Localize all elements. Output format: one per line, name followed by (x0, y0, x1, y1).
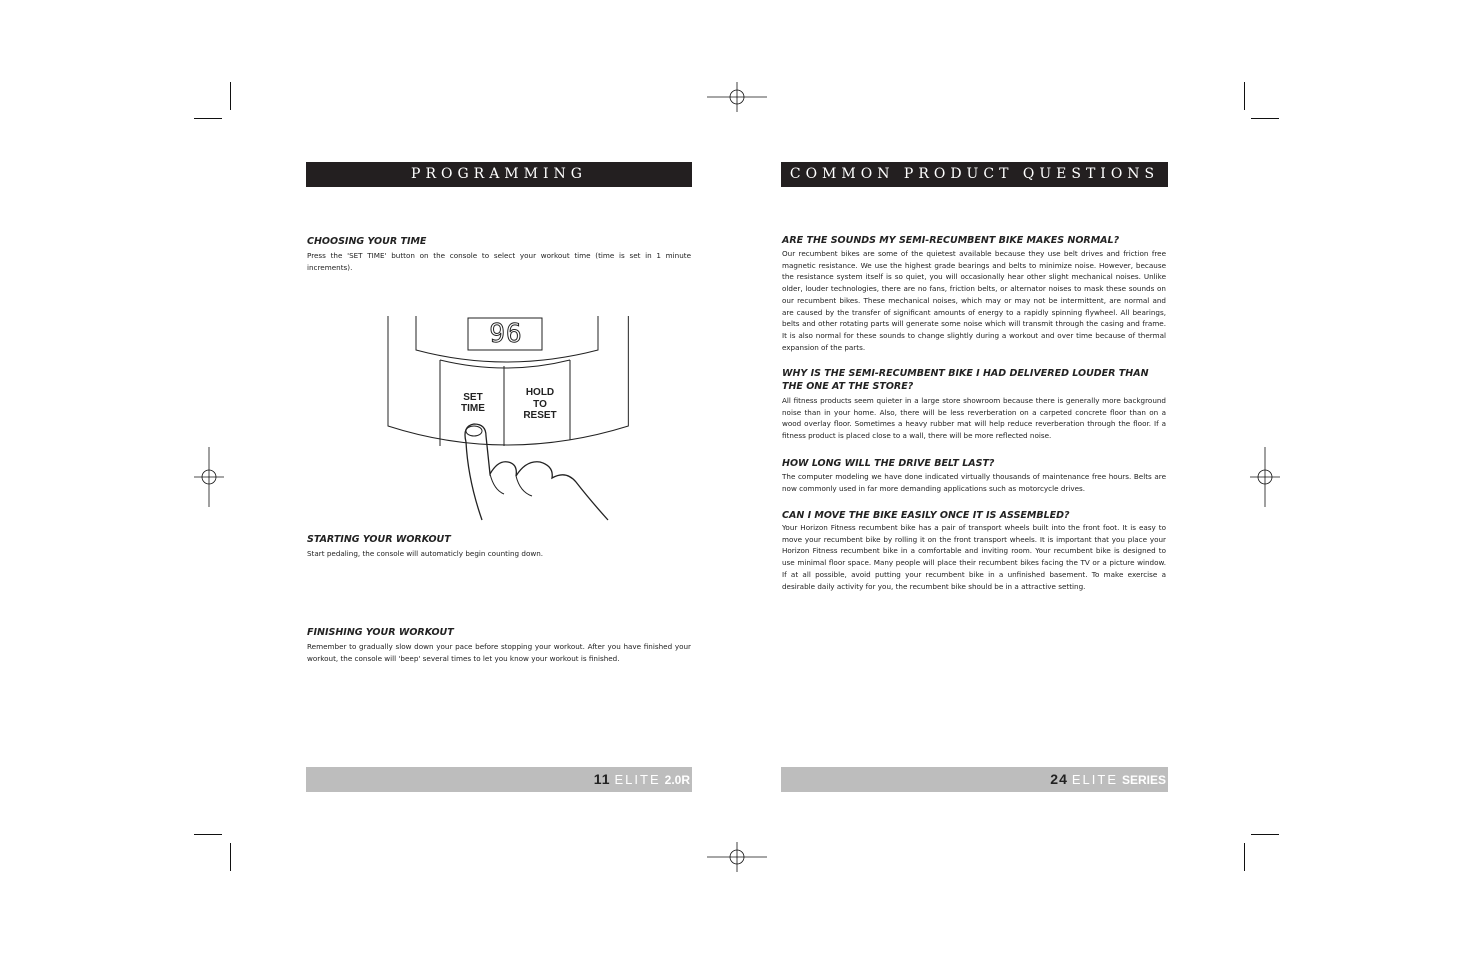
console-display: 96 (489, 319, 523, 349)
registration-mark-icon (1250, 447, 1280, 507)
question-title: CAN I MOVE THE BIKE EASILY ONCE IT IS ASSEMBLED? (782, 510, 1070, 521)
button-label: TIME (461, 403, 485, 414)
crop-mark (194, 834, 222, 835)
section-title: CHOOSING YOUR TIME (307, 236, 427, 247)
crop-mark (194, 118, 222, 119)
section-title: FINISHING YOUR WORKOUT (307, 627, 454, 638)
set-time-button (452, 392, 494, 414)
registration-mark-icon (194, 447, 224, 507)
registration-mark-icon (707, 82, 767, 112)
button-label: RESET (523, 410, 557, 421)
brand-name: ELITE (1071, 772, 1118, 787)
question-title: ARE THE SOUNDS MY SEMI-RECUMBENT BIKE MAKES NORMAL? (782, 235, 1120, 246)
crop-mark (1251, 118, 1279, 119)
crop-mark (1251, 834, 1279, 835)
model-name: 2.0R (664, 773, 690, 787)
brand-name: ELITE (614, 772, 661, 787)
question-title: WHY IS THE SEMI-RECUMBENT BIKE I HAD DELIVERED LOUDER THAN THE ONE AT THE STORE? (782, 368, 1149, 392)
button-label: TO (533, 398, 547, 410)
button-label: SET (463, 392, 483, 403)
crop-mark (1244, 82, 1245, 110)
question-answer: All fitness products seem quieter in a large store showroom because there is generally more background noise than in your home. Also, there will be less reverberation on a carpeted concrete floor than on a wood overlay floor. Sometimes a heavy rubber mat will help reduce reverberation through the floor. If a fitness product is placed close to a wall, there will be more reflected noise. (782, 396, 1166, 441)
question-answer: The computer modeling we have done indicated virtually thousands of maintenance free hours. Belts are now commonly used in far more demanding applications such as motorcycle drives. (782, 472, 1166, 493)
page-number: 24 (1050, 771, 1068, 787)
crop-mark (230, 843, 231, 871)
question-answer: Your Horizon Fitness recumbent bike has a pair of transport wheels built into the front foot. It is easy to move your recumbent bike by rolling it on the front transport wheels. It is important that you place your Horizon Fitness recumbent bike in a comfortable and inviting room. Your recumbent bike is designed to use minimal floor space. Many people will place their recumbent bikes facing the TV or a picture window. If at all possible, avoid putting your recumbent bike in a unfinished basement. To make exercise a desirable daily activity for you, the recumbent bike should be in a attractive setting. (782, 523, 1166, 591)
section-text: Remember to gradually slow down your pace before stopping your workout. After you have finished your workout, the console will 'beep' several times to let you know your workout is finished. (307, 642, 691, 663)
question-answer: Our recumbent bikes are some of the quietest available because they use belt drives and friction free magnetic resistance. We use the highest grade bearings and belts to minimize noise. However, because the resistance system itself is so quiet, you will occasionally hear other slight mechanical noises. Unlike older, louder technologies, there are no fans, friction belts, or alternator noises to mask these sounds on our recumbent bikes. These mechanical noises, which may or may not be intermittent, are normal and are caused by the transfer of significant amounts of energy to a rapidly spinning flywheel. All bearings, belts and other rotating parts will generate some noise which will transmit through the casing and frame. It is also normal for these sounds to change slightly during a workout and over time because of thermal expansion of the parts. (782, 249, 1166, 352)
registration-mark-icon (707, 842, 767, 872)
section-text: Press the 'SET TIME' button on the console to select your workout time (time is set in 1 minute increments). (307, 251, 691, 272)
page-header: COMMON PRODUCT QUESTIONS (781, 162, 1168, 187)
hold-to-reset-button (518, 387, 562, 422)
page-footer (306, 767, 692, 792)
page-header: PROGRAMMING (306, 162, 692, 187)
crop-mark (230, 82, 231, 110)
model-name: SERIES (1121, 773, 1166, 787)
crop-mark (1244, 843, 1245, 871)
page-footer (781, 767, 1168, 792)
section-title: STARTING YOUR WORKOUT (307, 534, 451, 545)
page-number: 11 (593, 771, 611, 787)
section-text: Start pedaling, the console will automaticly begin counting down. (307, 549, 544, 558)
button-label: HOLD (525, 387, 555, 398)
question-title: HOW LONG WILL THE DRIVE BELT LAST? (782, 458, 995, 469)
